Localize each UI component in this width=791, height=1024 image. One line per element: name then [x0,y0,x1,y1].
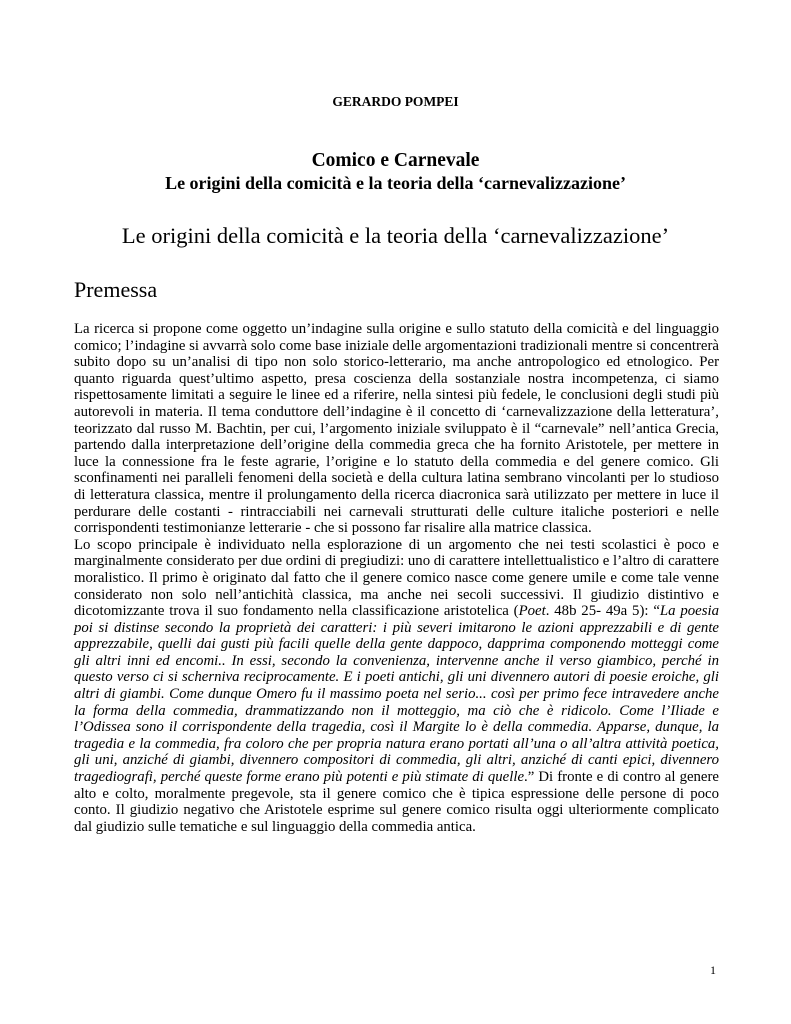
chapter-heading: Le origini della comicità e la teoria della ‘carnevalizzazione’ [121,223,670,248]
paragraph-2-text-a: Lo scopo principale è individuato nella esplorazione di un argomento che nei testi scolastici è poco e marginalmente considerato per due ordini di pregiudizi: uno di carattere intellettualistico e l’altro di carattere moralistico. Il primo è originato dal fatto che il genere comico nasce come genere umile e come tale venne considerato non solo nell’antichità classica, ma anche nei secoli successivi. Il giudizio distintivo e dicotomizzante trova il suo fondamento nella classificazione aristotelica ( [74,536,719,620]
paragraph-1: La ricerca si propone come oggetto un’indagine sulla origine e sullo statuto della comicità e del linguaggio comico; l’indagine si avvarrà solo come base iniziale delle argomentazioni tradizionali mentre si concentrerà subito dopo su un’analisi di tipo non solo storico-letterario, ma anche antropologico ed etnologico. Per quanto riguarda quest’ultimo aspetto, presa coscienza della sostanziale nostra incompetenza, ci siamo rispettosamente limitati a seguire le linee ed a riferire, nella sintesi più fedele, le conclusioni degli studi più autorevoli in materia. Il tema conduttore dell’indagine è il concetto di ‘carnevalizzazione della letteratura’, teorizzato dal russo M. Bachtin, per cui, l’argomento iniziale sviluppato è il “carnevale” nell’antica Grecia, partendo dalla interpretazione dell’origine della commedia greca che ha fornito Aristotele, per mettere in luce la connessione fra le feste agrarie, l’origine e lo statuto della commedia e del genere comico. Gli sconfinamenti nei paralleli fenomeni della società e della cultura latina sembrano vincolanti per lo studioso di letteratura classica, mentre il prolungamento della ricerca diacronica sarà utilizzato per mettere in luce il perdurare delle costanti - rintracciabili nei carnevali strutturati delle culture italiche posteriori e nelle corrispondenti testimonianze letterarie - che si possono far risalire alla matrice classica. [74,321,719,537]
page-number: 1 [710,963,716,977]
author-name: GERARDO POMPEI [332,94,459,109]
document-subtitle: Le origini della comicità e la teoria della ‘carnevalizzazione’ [165,173,626,193]
paragraph-2-text-b: . 48b 25- 49a 5): “ [545,603,660,620]
paragraph-2 [74,537,719,836]
document-title: Comico e Carnevale [311,150,480,171]
poetics-citation: Poet [518,603,546,620]
title-block [0,150,791,194]
section-heading: Premessa [74,277,158,302]
paragraph-2-text-c: .” Di fronte e di contro al genere alto e colto, moralmente pregevole, sta il genere comico che è tipica espressione delle persone di poco conto. Il giudizio negativo che Aristotele esprime sul genere comico risulta oggi ulteriormente complicato dal giudizio sulle tematiche e sul linguaggio della commedia antica. [74,769,719,835]
aristotle-quote: La poesia poi si distinse secondo la proprietà dei caratteri: i più severi imitarono le azioni apprezzabili e di gente apprezzabile, quelli dai gusti più facili quelle della gente dappoco, dapprima componendo motteggi come gli altri inni ed encomi.. In essi, secondo la convenienza, intervenne anche il verso giambico, perché in questo verso ci si scherniva reciprocamente. E i poeti antichi, gli uni divennero autori di poesie eroiche, gli altri di giambi. Come dunque Omero fu il massimo poeta nel serio... così per primo fece intravedere anche la forma della commedia, drammatizzando non il motteggio, ma ciò che è ridicolo. Come l’Iliade e l’Odissea sono il corrispondente della tragedia, così il Margite lo è della commedia. Apparse, dunque, la tragedia e la commedia, fra coloro che per propria natura erano portati all’una o all’altra attività poetica, gli uni, anziché di giambi, divennero compositori di commedia, gli altri, anziché di canti epici, divennero tragediografi, perché queste forme erano più potenti e più stimate di quelle [74,603,720,786]
body-text [74,321,719,835]
